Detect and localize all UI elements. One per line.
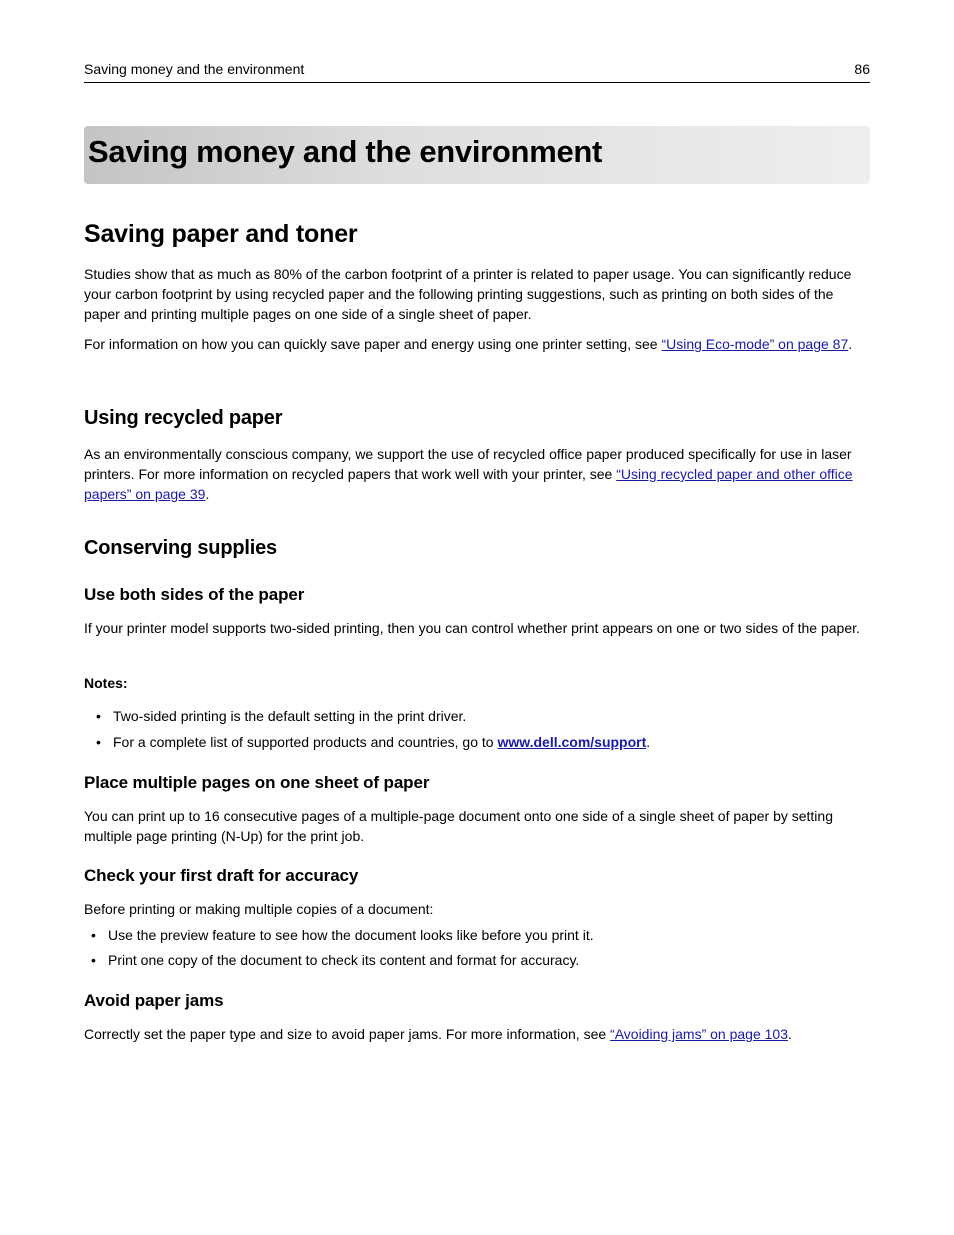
note-supported-products-text: For a complete list of supported products and countries, go to [113, 734, 498, 750]
paragraph-paper-jams-end: . [788, 1026, 792, 1042]
section-title-conserving-supplies: Conserving supplies [84, 537, 277, 559]
note-supported-products-end: . [646, 734, 651, 750]
bullet-print-one-copy: Print one copy of the document to check its content and format for accuracy. [108, 952, 580, 968]
paragraph-paper-jams [84, 1024, 870, 1044]
section-title-recycled-paper: Using recycled paper [84, 407, 283, 429]
notes-label: Notes: [84, 675, 128, 691]
subsection-title-multiple-pages: Place multiple pages on one sheet of paper [84, 773, 430, 792]
paragraph-before-printing: Before printing or making multiple copies of a document: [84, 901, 434, 917]
bullet-icon: • [91, 927, 96, 943]
running-header-title: Saving money and the environment [84, 61, 305, 77]
note-two-sided-default: Two‑sided printing is the default setting in the print driver. [113, 708, 467, 724]
paragraph-recycled-paper [84, 444, 870, 504]
paragraph-recycled-text: As an environmentally conscious company, we support the use of recycled office paper produced specifically for use in laser printers. For more information on recycled papers that work well with your printer, see [84, 446, 852, 482]
bullet-icon: • [96, 734, 101, 750]
chapter-title: Saving money and the environment [88, 134, 603, 169]
paragraph-eco-mode-end: . [848, 336, 853, 352]
bullet-icon: • [96, 708, 101, 724]
subsection-title-both-sides: Use both sides of the paper [84, 585, 305, 604]
paragraph-paper-jams-text: Correctly set the paper type and size to avoid paper jams. For more information, see [84, 1026, 611, 1042]
subsection-title-paper-jams: Avoid paper jams [84, 991, 224, 1010]
paragraph-eco-mode-text: For information on how you can quickly save paper and energy using one printer setting, see [84, 336, 662, 352]
link-avoiding-jams[interactable]: “Avoiding jams” on page 103 [610, 1026, 788, 1042]
page-number: 86 [854, 61, 870, 77]
paragraph-recycled-end: . [205, 486, 210, 502]
paragraph-eco-mode [84, 334, 870, 354]
running-header [84, 60, 870, 83]
paragraph-two-sided: If your printer model supports two‑sided printing, then you can control whether print appears on one or two sides of the paper. [84, 620, 860, 636]
chapter-banner [84, 126, 870, 184]
paragraph-n-up: You can print up to 16 consecutive pages of a multiple‑page document onto one side of a single sheet of paper by setting multiple page printing (N‑Up) for the print job. [84, 808, 833, 844]
bullet-preview-feature: Use the preview feature to see how the document looks like before you print it. [108, 927, 594, 943]
note-supported-products [113, 732, 650, 752]
link-recycled-paper[interactable]: “Using recycled paper and other office papers” on page 39 [84, 466, 853, 502]
link-dell-support[interactable]: www.dell.com/support [497, 734, 647, 750]
section-title-paper-toner: Saving paper and toner [84, 220, 358, 248]
paragraph-carbon-footprint: Studies show that as much as 80% of the carbon footprint of a printer is related to paper usage. You can significantly reduce your carbon footprint by using recycled paper and the following printing suggestions, such as printing on both sides of the paper and printing multiple pages on one side of a single sheet of paper. [84, 266, 852, 322]
link-eco-mode[interactable]: “Using Eco‑mode” on page 87 [661, 336, 849, 352]
subsection-title-first-draft: Check your first draft for accuracy [84, 866, 359, 885]
bullet-icon: • [91, 952, 96, 968]
